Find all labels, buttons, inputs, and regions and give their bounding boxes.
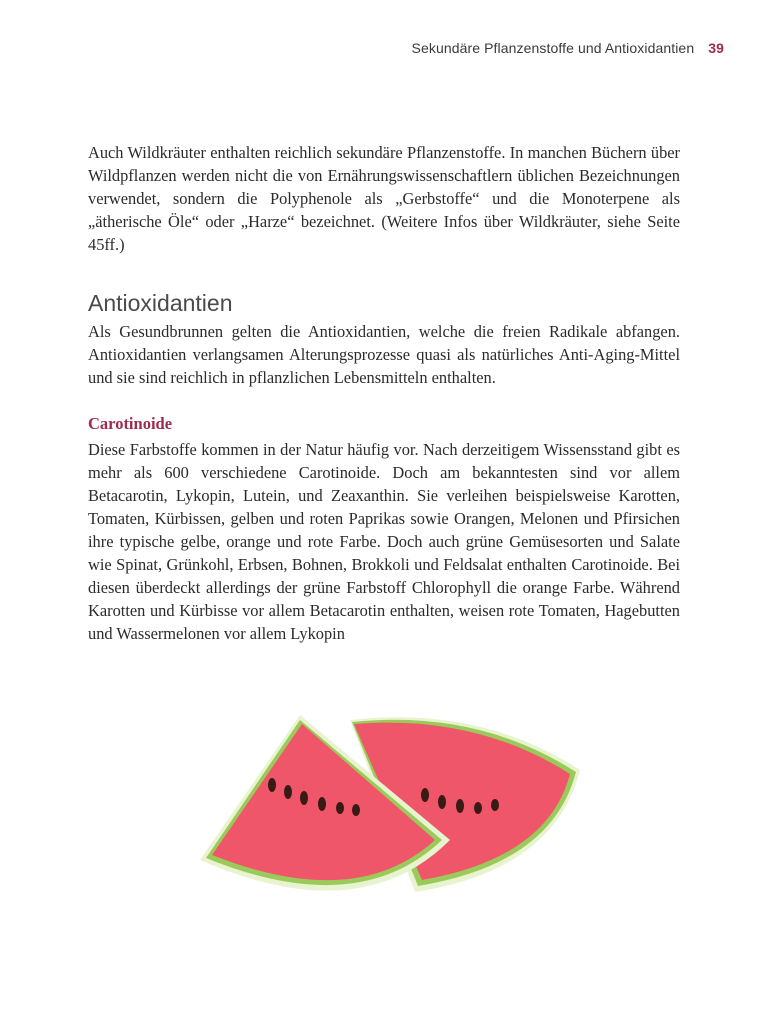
watermelon-icon	[180, 700, 590, 930]
chapter-title: Sekundäre Pflanzenstoffe und Antioxidantien	[411, 40, 695, 56]
page-number: 39	[708, 40, 724, 56]
subsection-heading: Carotinoide	[88, 414, 173, 433]
section-heading: Antioxidantien	[88, 290, 233, 316]
intro-paragraph: Auch Wildkräuter enthalten reichlich sekundäre Pflanzenstoffe. In manchen Büchern über Wildpflanzen werden nicht die von Ernährungswissenschaftlern üblichen Bezeichnungen verwendet, sondern die Polyphenole als „Gerbstoffe“ und die Monoterpene als „ätherische Öle“ oder „Harze“ bezeichnet. (Weitere Infos über Wildkräuter, siehe Seite 45ff.)	[88, 143, 680, 254]
running-head	[412, 40, 724, 56]
subsection-paragraph: Diese Farbstoffe kommen in der Natur häufig vor. Nach derzeitigem Wissensstand gibt es mehr als 600 verschiedene Carotinoide. Doch am bekanntesten sind vor allem Betacarotin, Lykopin, Lutein, und Zeaxanthin. Sie verleihen beispielsweise Karotten, Tomaten, Kürbissen, gelben und roten Paprikas sowie Orangen, Melonen und Pfirsichen ihre typische gelbe, orange und rote Farbe. Doch auch grüne Gemüsesorten und Salate wie Spinat, Grünkohl, Erbsen, Bohnen, Brokkoli und Feldsalat enthalten Carotinoide. Bei diesen überdeckt allerdings der grüne Farbstoff Chlorophyll die orange Farbe. Während Karotten und Kürbisse vor allem Betacarotin enthalten, weisen rote Tomaten, Hagebutten und Wassermelonen vor allem Lykopin	[88, 440, 680, 643]
section-paragraph: Als Gesundbrunnen gelten die Antioxidantien, welche die freien Radikale abfangen. Antioxidantien verlangsamen Alterungsprozesse quasi als natürliches Anti-Aging-Mittel und sie sind reichlich in pflanzlichen Lebensmitteln enthalten.	[88, 322, 680, 387]
